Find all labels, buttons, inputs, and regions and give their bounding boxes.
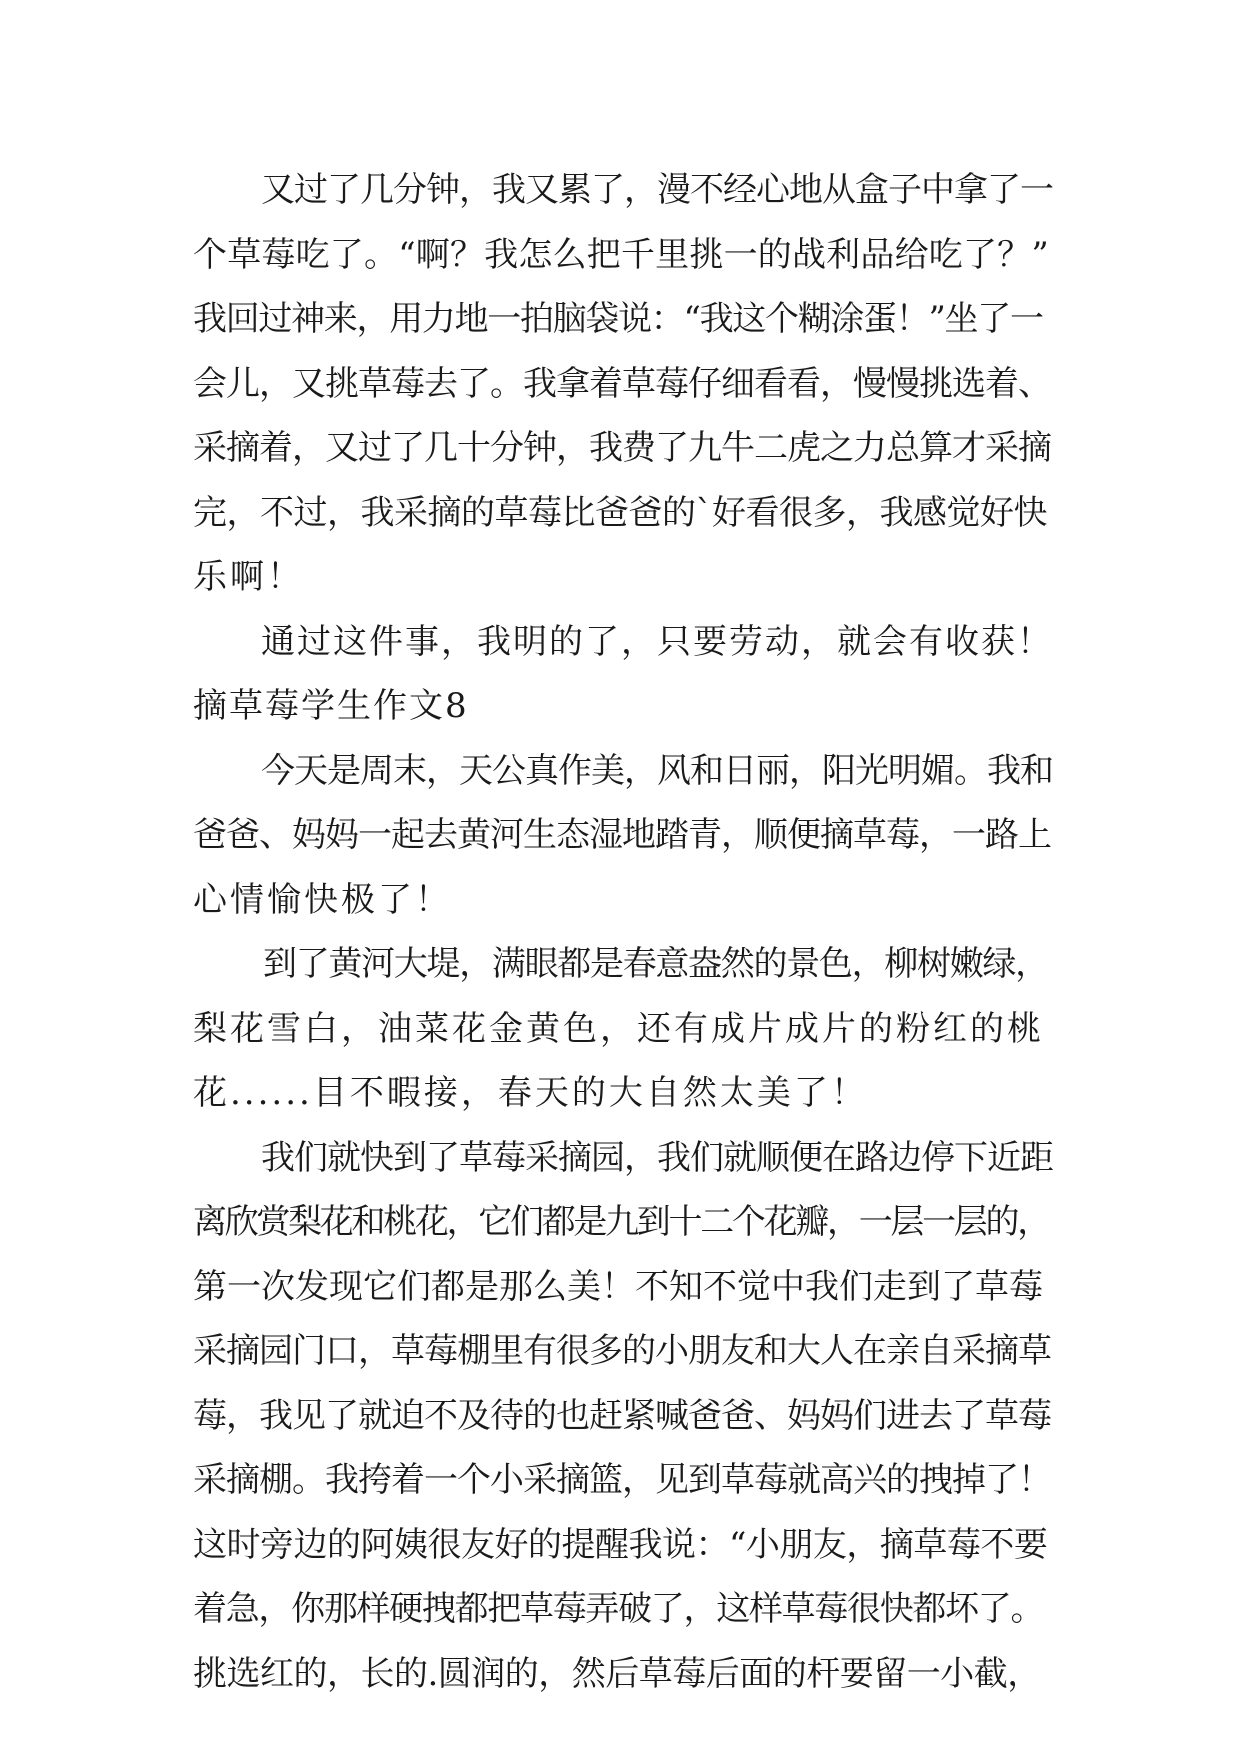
section-title: 摘草莓学生作文8 <box>193 686 469 726</box>
text-line: 花......目不暇接，春天的大自然太美了！ <box>193 1073 868 1113</box>
text-line: 又过了几分钟，我又累了，漫不经心地从盒子中拿了一 <box>261 170 1053 210</box>
text-line: 会儿，又挑草莓去了。我拿着草莓仔细看看，慢慢挑选着、 <box>193 363 1051 404</box>
text-line: 这时旁边的阿姨很友好的提醒我说：“小朋友，摘草莓不要 <box>193 1524 1048 1565</box>
text-line: 到了黄河大堤，满眼都是春意盎然的景色，柳树嫩绿， <box>263 944 1048 984</box>
text-line: 我们就快到了草莓采摘园，我们就顺便在路边停下近距 <box>261 1137 1053 1178</box>
text-line: 爸爸、妈妈一起去黄河生态湿地踏青，顺便摘草莓，一路上 <box>193 815 1051 855</box>
text-line: 挑选红的，长的.圆润的，然后草莓后面的杆要留一小截， <box>193 1653 1041 1694</box>
text-line: 乐啊！ <box>193 557 304 597</box>
essay-body <box>193 158 1053 1706</box>
text-line: 莓，我见了就迫不及待的也赶紧喊爸爸、妈妈们进去了草莓 <box>193 1395 1051 1436</box>
text-line: 心情愉快极了！ <box>193 879 452 920</box>
text-line: 梨花雪白，油菜花金黄色，还有成片成片的粉红的桃 <box>193 1008 1044 1049</box>
text-line: 采摘着，又过了几十分钟，我费了九牛二虎之力总算才采摘 <box>193 428 1051 468</box>
text-line: 第一次发现它们都是那么美！不知不觉中我们走到了草莓 <box>193 1266 1043 1307</box>
text-line: 我回过神来，用力地一拍脑袋说：“我这个糊涂蛋！”坐了一 <box>193 299 1043 339</box>
text-line: 今天是周末，天公真作美，风和日丽，阳光明媚。我和 <box>261 750 1053 791</box>
text-line: 采摘园门口，草莓棚里有很多的小朋友和大人在亲自采摘草 <box>193 1331 1051 1371</box>
text-line: 通过这件事，我明的了，只要劳动，就会有收获！ <box>261 621 1053 662</box>
text-line: 离欣赏梨花和桃花，它们都是九到十二个花瓣，一层一层的， <box>193 1202 1049 1242</box>
text-line: 个草莓吃了。“啊？我怎么把千里挑一的战利品给吃了？” <box>193 234 1049 275</box>
text-line: 采摘棚。我挎着一个小采摘篮，见到草莓就高兴的拽掉了！ <box>193 1460 1051 1500</box>
text-line: 着急，你那样硬拽都把草莓弄破了，这样草莓很快都坏了。 <box>193 1589 1044 1629</box>
text-line: 完，不过，我采摘的草莓比爸爸的`好看很多，我感觉好快 <box>193 492 1047 533</box>
